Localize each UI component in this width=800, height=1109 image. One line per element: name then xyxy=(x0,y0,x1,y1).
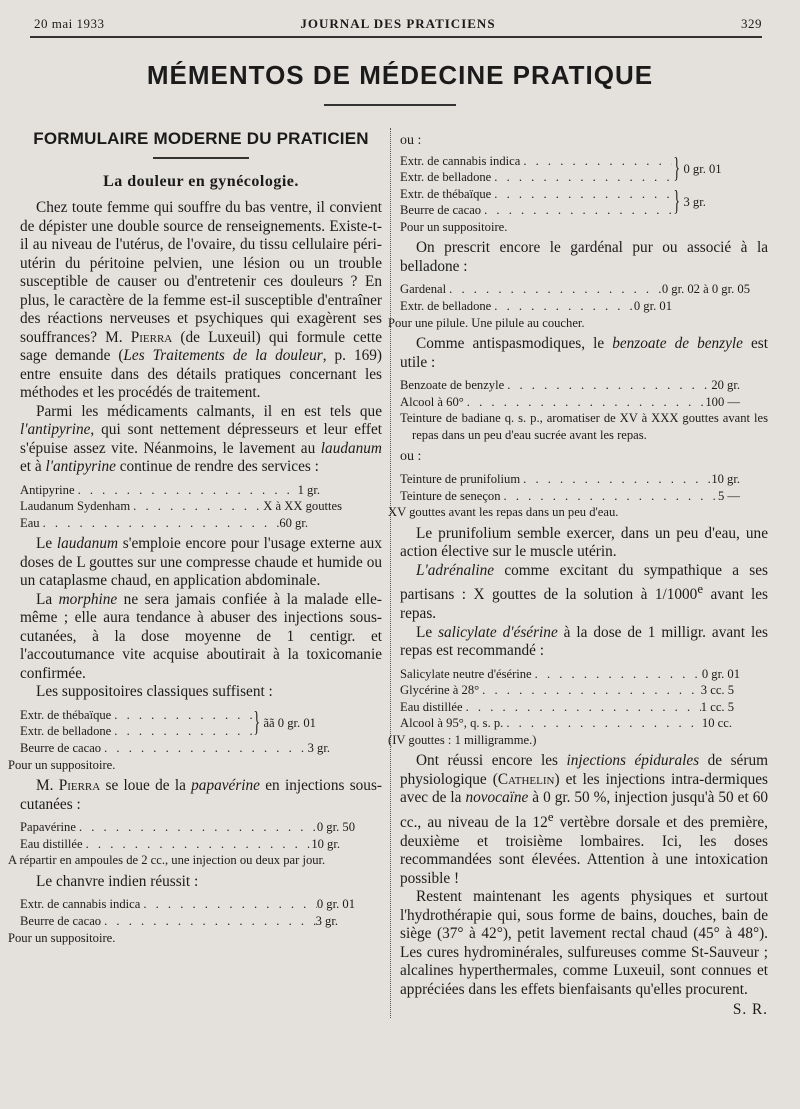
prescription xyxy=(8,707,382,773)
prescription-note: Teinture de badiane q. s. p., aromatiser de XV à XXX gouttes avant les repas dans un peu d'eau sucrée avant les repas. xyxy=(400,411,768,443)
prescription-line: Beurre de cacao . . . 3 gr. xyxy=(20,740,330,757)
title-rule xyxy=(324,104,456,106)
prescription-line: Beurre de cacao . . . xyxy=(400,202,672,219)
paragraph: Ont réussi encore les injections épidurales de sérum physiologique (Cathelin) et les injections intra-dermiques avec de la novocaïne à 0 gr. 50 %, injection jusqu'à 50 et 60 cc., au niveau de la 12e vertèbre dorsale et des première, deuxième et troisième lombaires. Ici, les doses recommandées sont élevées. Attention à une intoxication possible ! xyxy=(400,752,768,887)
prescription xyxy=(8,819,382,869)
left-column xyxy=(8,129,382,950)
paragraph: Les suppositoires classiques suffisent : xyxy=(36,683,273,701)
prescription-line: Extr. de thébaïque . . . xyxy=(20,707,252,724)
paragraph: La morphine ne sera jamais confiée à la malade elle-même ; elle aura tendance à abuser des injections sous-cutanées, à la dose moyenne de 1 centigr. et l'accoutumance vite acquise aboutirait à la toxicomanie confirmée. xyxy=(20,590,382,682)
paragraph: On prescrit encore le gardénal pur ou associé à la belladone : xyxy=(400,239,768,275)
journal-name: JOURNAL DES PRATICIENS xyxy=(300,16,496,31)
brace: } xyxy=(673,186,681,218)
prescription-line: Extr. de belladone . . . xyxy=(20,723,252,740)
issue-date: 20 mai 1933 xyxy=(34,16,105,31)
prescription-line: Salicylate neutre d'ésérine . . . 0 gr. 01 xyxy=(400,666,740,683)
paragraph: L'adrénaline comme excitant du sympathique a ses partisans : X gouttes de la solution à 1/1000e avant les repas. xyxy=(400,561,768,622)
prescription xyxy=(20,482,382,532)
alternative-marker: ou : xyxy=(400,133,422,148)
author-name: Pierra xyxy=(130,328,173,346)
prescription-line: Teinture de seneçon . . . 5 — xyxy=(400,488,740,505)
prescription-note: Pour une pilule. Une pilule au coucher. xyxy=(388,315,585,330)
prescription-note: Pour un suppositoire. xyxy=(8,930,116,945)
author-signature: S. R. xyxy=(732,1001,768,1019)
prescription xyxy=(400,153,768,236)
section-rule xyxy=(153,157,249,159)
prescription xyxy=(388,666,768,749)
article-subtitle: La douleur en gynécologie. xyxy=(103,172,299,190)
paragraph: Restent maintenant les agents physiques et surtout l'hydrothérapie qui, sous forme de bains, douches, bain de siège (37° à 42°), petit lavement rectal chaud (45° à 48°). Les cures hydrominérales, sulfureuses comme St-Sauveur ; alcalines hyperthermales, comme Luxeuil, sont connues et appréciées dans les effets bienfaisants qu'elles procurent. xyxy=(400,888,768,998)
prescription xyxy=(400,377,768,443)
brace: } xyxy=(253,707,261,739)
prescription-line: Extr. de cannabis indica . . . 0 gr. 01 xyxy=(20,896,355,913)
prescription-line: Extr. de belladone . . . 0 gr. 01 xyxy=(400,298,672,315)
prescription-line: Alcool à 95°, q. s. p. . . . 10 cc. xyxy=(400,715,732,732)
prescription-note: Pour un suppositoire. xyxy=(8,757,116,772)
prescription-note: A répartir en ampoules de 2 cc., une injection ou deux par jour. xyxy=(8,853,326,868)
prescription xyxy=(388,281,768,331)
prescription-line: Alcool à 60° . . . 100 — xyxy=(400,394,740,411)
page-title: MÉMENTOS DE MÉDECINE PRATIQUE xyxy=(146,60,654,90)
paragraph: Le prunifolium semble exercer, dans un peu d'eau, une action élective sur le muscle utérin. xyxy=(400,524,768,561)
prescription-line: Eau distillée . . . 1 cc. 5 xyxy=(400,699,734,716)
prescription-line: Gardenal . . . 0 gr. 02 à 0 gr. 05 xyxy=(400,281,750,298)
prescription-note: Pour un suppositoire. xyxy=(400,219,508,234)
paragraph: Comme antispasmodiques, le benzoate de benzyle est utile : xyxy=(400,335,768,371)
paragraph: Parmi les médicaments calmants, il en est tels que l'antipyrine, qui sont nettement dépresseurs et leur effet s'épuise assez vite. Néanmoins, le lavement au laudanum et à l'antipyrine continue de rendre des services : xyxy=(20,402,382,475)
brace: } xyxy=(673,153,681,185)
prescription-group: Extr. de cannabis indica . . . Extr. de belladone . . . } 0 gr. 01 xyxy=(400,153,768,186)
section-title: FORMULAIRE MODERNE DU PRATICIEN xyxy=(33,129,369,148)
prescription-line: Extr. de belladone . . . xyxy=(400,169,672,186)
prescription xyxy=(8,896,382,946)
paragraph: Le laudanum s'emploie encore pour l'usage externe aux doses de L gouttes sur une compresse chaude et humide ou un cataplasme chaud, en application abdominale. xyxy=(20,535,382,590)
prescription-note: XV gouttes avant les repas dans un peu d'eau. xyxy=(388,505,619,520)
prescription-line: Glycérine à 28° . . . 3 cc. 5 xyxy=(400,682,734,699)
paragraph: M. Pierra se loue de la papavérine en injections sous-cutanées : xyxy=(20,777,382,813)
paragraph: Chez toute femme qui souffre du bas ventre, il convient de dépister une double source de renseignements. Existe-t-il au niveau de l'utérus, de l'ovaire, du tissu cellulaire péri-utérin du péritoine pelvien, une lésion ou un trouble susceptible de causer ou d'entretenir ces douleurs ? En plus, le caractère de la femme est-il susceptible d'entraîner des réactions nerveuses et psychiques qui exagèrent ses souffrances? M. Pierra (de Luxeuil) qui formule cette sage demande (Les Traitements de la douleur, p. 169) entre ensuite dans des détails pratiques concernant les méthodes et les procédés de traitement. xyxy=(20,199,382,401)
prescription-line: Eau . . . 60 gr. xyxy=(20,515,308,532)
prescription-line: Eau distillée . . . 10 gr. xyxy=(20,836,340,853)
running-header xyxy=(34,16,762,34)
paragraph: Le salicylate d'ésérine à la dose de 1 milligr. avant les repas est recommandé : xyxy=(400,623,768,659)
alternative-marker: ou : xyxy=(400,448,422,464)
prescription-line: Antipyrine . . . 1 gr. xyxy=(20,482,320,499)
header-rule xyxy=(30,36,762,38)
prescription-line: Extr. de cannabis indica . . . xyxy=(400,153,672,170)
prescription-line: Teinture de prunifolium . . . 10 gr. xyxy=(400,471,740,488)
prescription-line: Papavérine . . . 0 gr. 50 xyxy=(20,819,355,836)
prescription-group: Extr. de thébaïque . . . Extr. de belladone . . . } ãã 0 gr. 01 xyxy=(20,707,382,740)
prescription-line: Laudanum Sydenham . . . X à XX gouttes xyxy=(20,498,342,515)
right-column xyxy=(388,128,768,1020)
prescription-line: Beurre de cacao . . . 3 gr. xyxy=(20,913,338,930)
page-number: 329 xyxy=(741,16,762,31)
column-divider xyxy=(390,128,391,1018)
prescription-line: Benzoate de benzyle . . . 20 gr. xyxy=(400,377,740,394)
prescription xyxy=(388,471,768,521)
book-title: Les Traitements de la douleur xyxy=(123,347,323,364)
prescription-line: Extr. de thébaïque . . . xyxy=(400,186,672,203)
prescription-group: Extr. de thébaïque . . . Beurre de cacao . . . } 3 gr. xyxy=(400,186,768,219)
paragraph: Le chanvre indien réussit : xyxy=(36,872,199,890)
prescription-note: (IV gouttes : 1 milligramme.) xyxy=(388,732,537,747)
